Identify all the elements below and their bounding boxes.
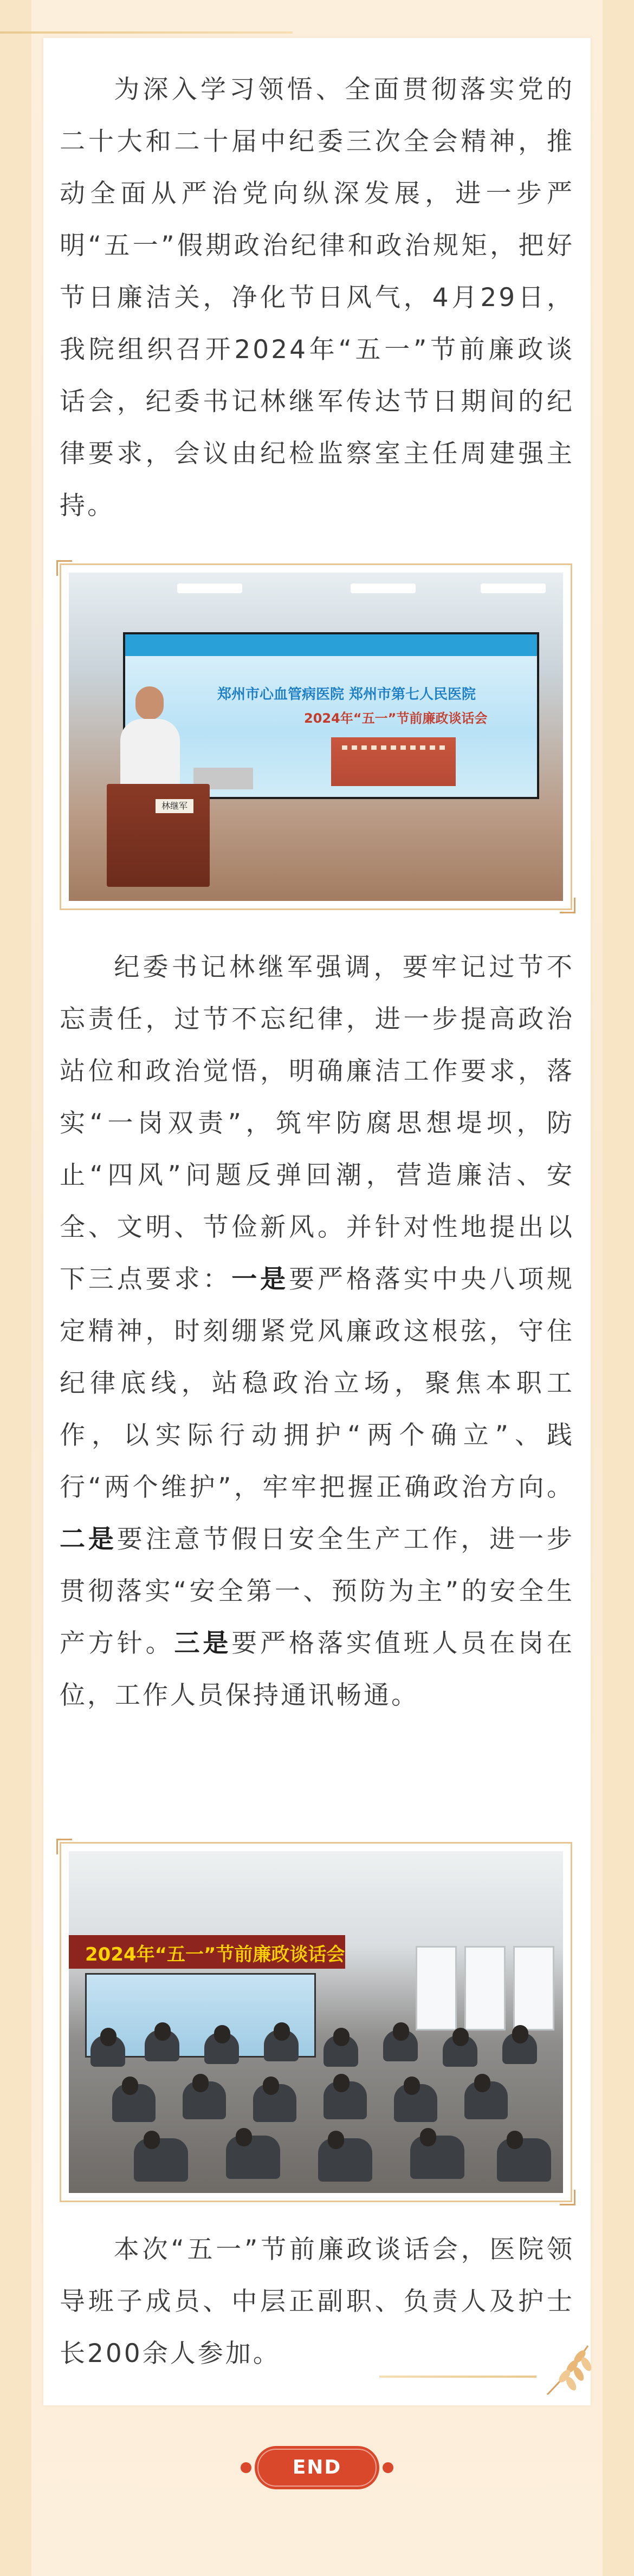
screen-header-band: [125, 634, 537, 656]
audience-member: [324, 2035, 358, 2067]
audience-member: [318, 2138, 372, 2182]
paragraph-attendance: [60, 2224, 574, 2380]
head: [274, 2022, 290, 2041]
point1-text: 要严格落实中央八项规定精神，时刻绷紧党风廉政这根弦，守住纪律底线，站稳政治立场，聚焦本职工作，以实际行动拥护“两个确立”、践行“两个维护”，牢牢把握正确政治方向。: [60, 1264, 575, 1502]
audience-member: [324, 2081, 367, 2119]
screen-subtitle: 2024年“五一”节前廉政谈话会: [304, 711, 488, 726]
photo-audience: [69, 1851, 563, 2193]
paragraph-requirements: [60, 942, 574, 1722]
head: [122, 2077, 138, 2095]
end-badge-right-dot: [383, 2462, 393, 2473]
paragraph-intro-text: 为深入学习领悟、全面贯彻落实党的二十大和二十届中纪委三次全会精神，推动全面从严治党向纵深发展，进一步严明“五一”假期政治纪律和政治规矩，把好节日廉洁关，净化节日风气，4月29日，我院组织召开2024年“五一”节前廉政谈话会，纪委书记林继军传达节日期间的纪律要求，会议由纪检监察室主任周建强主持。: [60, 75, 574, 521]
head: [507, 2131, 523, 2149]
ceiling-light: [481, 583, 546, 593]
audience-member: [145, 2030, 179, 2061]
audience-member: [443, 2035, 477, 2067]
audience-member: [253, 2084, 296, 2122]
end-badge: [255, 2446, 379, 2489]
audience-seats: [69, 2014, 563, 2187]
paragraph-intro: [60, 64, 574, 532]
audience-member: [183, 2081, 226, 2119]
speaker-body: [120, 719, 180, 795]
photo-frame-audience: [60, 1842, 572, 2202]
ceiling-light: [177, 583, 242, 593]
head: [333, 2028, 350, 2046]
audience-member: [383, 2030, 418, 2061]
bottom-divider-line: [379, 2376, 536, 2378]
paragraph-attendance-text: 本次“五一”节前廉政谈话会，医院领导班子成员、中层正副职、负责人及护士长200余人参加。: [60, 2235, 574, 2369]
point3-text: 要严格落实值班人员在岗在位，工作人员保持通讯畅通。: [60, 1628, 575, 1710]
ceiling-light: [351, 583, 416, 593]
photo-speaker: [69, 573, 563, 901]
photo-frame-speaker: [60, 563, 572, 910]
meeting-banner-text: 2024年“五一”节前廉政谈话会: [85, 1944, 345, 1965]
meeting-banner: [69, 1935, 345, 1969]
head: [474, 2074, 490, 2092]
audience-member: [464, 2081, 508, 2119]
top-divider-line: [0, 31, 293, 34]
audience-member: [394, 2084, 437, 2122]
audience-member: [112, 2084, 156, 2122]
requirements-intro: 纪委书记林继军强调，要牢记过节不忘责任，过节不忘纪律，进一步提高政治站位和政治觉悟，明确廉洁工作要求，落实“一岗双责”，筑牢防腐思想堤坝，防止“四风”问题反弹回潮，营造廉洁、安全、文明、节俭新风。并针对性地提出以下三点要求：: [60, 952, 574, 1294]
point3-label: 三是: [174, 1628, 232, 1658]
audience-member: [410, 2136, 464, 2179]
projection-screen: [123, 632, 539, 799]
audience-member: [502, 2033, 537, 2064]
end-badge-left-dot: [241, 2462, 251, 2473]
point1-label: 一是: [231, 1264, 289, 1294]
head: [192, 2074, 209, 2092]
head: [512, 2025, 528, 2043]
audience-member: [204, 2033, 239, 2064]
head: [144, 2131, 160, 2149]
right-decor-stripe: [603, 0, 634, 2576]
head: [404, 2077, 420, 2095]
head: [452, 2028, 469, 2046]
head: [214, 2025, 230, 2043]
head: [333, 2074, 350, 2092]
speaker-figure: [120, 686, 180, 789]
head: [393, 2022, 409, 2041]
head: [263, 2077, 279, 2095]
screen-title: 郑州市心血管病医院 郑州市第七人民医院: [217, 686, 476, 703]
head: [236, 2128, 252, 2146]
head: [328, 2131, 344, 2149]
audience-member: [90, 2035, 125, 2067]
head: [154, 2022, 171, 2041]
speaker-head: [135, 686, 164, 720]
point2-label: 二是: [60, 1524, 117, 1554]
point2-text: 要注意节假日安全生产工作，进一步贯彻落实“安全第一、预防为主”的安全生产方针。: [60, 1524, 574, 1658]
audience-member: [226, 2136, 280, 2179]
nameplate: 林继军: [156, 799, 193, 813]
audience-member: [264, 2030, 299, 2061]
audience-member: [134, 2138, 188, 2182]
head: [100, 2028, 117, 2046]
head: [420, 2128, 436, 2146]
hospital-building-image: [331, 737, 456, 786]
left-decor-stripe: [0, 0, 31, 2576]
wheat-branch-icon: [536, 2340, 596, 2400]
audience-member: [497, 2138, 551, 2182]
end-badge-text: END: [292, 2456, 342, 2478]
